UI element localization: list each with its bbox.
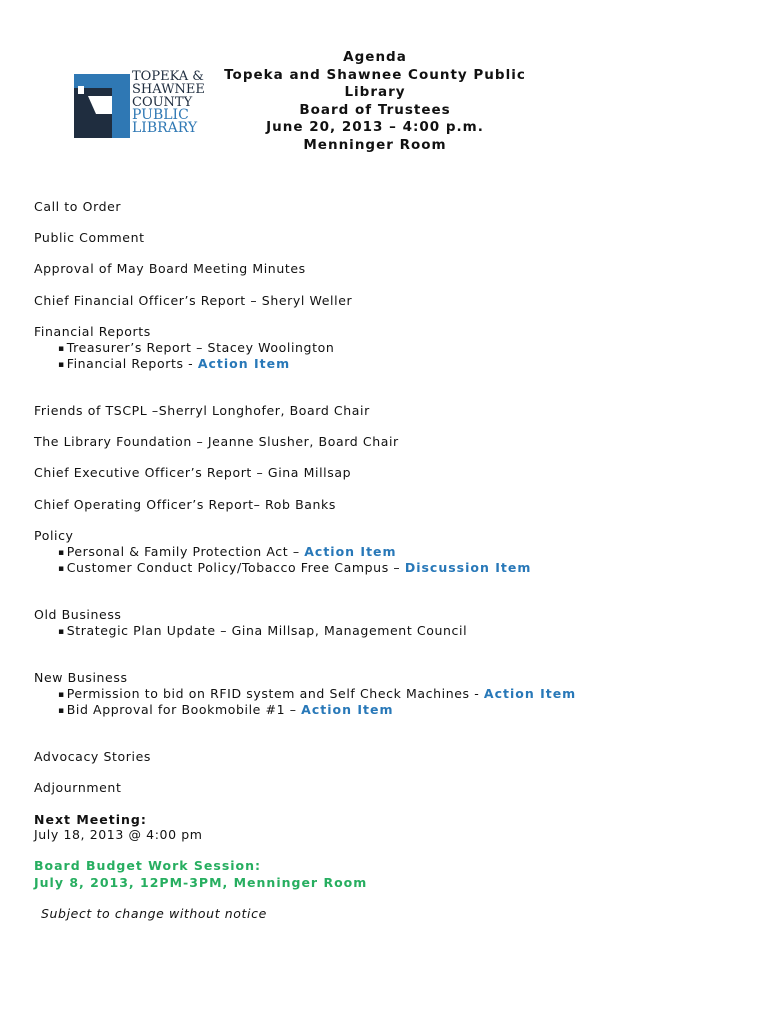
bullet-icon: ▪ [58,706,65,716]
list-item-text: Customer Conduct Policy/Tobacco Free Campus – [66,560,405,575]
library-logo-icon [74,74,130,138]
list-item [58,544,397,559]
logo-line: SHAWNEE [132,82,205,97]
section-policy: Policy [34,528,74,543]
list-item [58,356,290,371]
meeting-room: Menninger Room [303,136,447,153]
section-old-business: Old Business [34,607,122,622]
logo-line: PUBLIC [132,107,189,123]
list-item-text: Bid Approval for Bookmobile #1 – [66,702,302,717]
logo-line: TOPEKA & [132,69,204,84]
next-meeting-date: July 18, 2013 @ 4:00 pm [34,827,203,842]
organization-name: Topeka and Shawnee County Public Library [224,66,526,100]
bullet-icon: ▪ [58,360,65,370]
agenda-item-public-comment: Public Comment [34,230,145,245]
section-financial-reports: Financial Reports [34,324,151,339]
agenda-item-cfo-report: Chief Financial Officer’s Report – Sheryl Weller [34,293,353,308]
agenda-item-advocacy: Advocacy Stories [34,749,151,764]
work-session-label: Board Budget Work Session: [34,858,262,873]
list-item [58,686,576,701]
action-item-tag: Action Item [483,686,577,701]
next-meeting-label: Next Meeting: [34,812,147,827]
bullet-icon: ▪ [58,344,65,354]
logo-line: LIBRARY [132,120,198,136]
list-item-text: Strategic Plan Update – Gina Millsap, Management Council [66,623,468,638]
discussion-item-tag: Discussion Item [404,560,532,575]
agenda-heading [205,49,545,154]
list-item [58,560,531,575]
list-item-text: Financial Reports - [66,356,198,371]
bullet-icon: ▪ [58,690,65,700]
bullet-icon: ▪ [58,627,65,637]
agenda-item-call-to-order: Call to Order [34,199,122,214]
logo-line: COUNTY [132,95,193,110]
action-item-tag: Action Item [301,702,394,717]
agenda-item-coo-report: Chief Operating Officer’s Report– Rob Banks [34,497,336,512]
list-item [58,623,467,638]
agenda-item-ceo-report: Chief Executive Officer’s Report – Gina Millsap [34,465,352,480]
logo-wordmark [132,70,205,135]
bullet-icon: ▪ [58,564,65,574]
agenda-item-adjournment: Adjournment [34,780,122,795]
notice-text: Subject to change without notice [41,906,267,921]
section-new-business: New Business [34,670,128,685]
board-name: Board of Trustees [299,101,451,118]
agenda-item-approval: Approval of May Board Meeting Minutes [34,261,306,276]
agenda-item-foundation: The Library Foundation – Jeanne Slusher, Board Chair [34,434,399,449]
list-item [58,702,393,717]
action-item-tag: Action Item [197,356,291,371]
meeting-date: June 20, 2013 – 4:00 p.m. [266,119,484,135]
bullet-icon: ▪ [58,548,65,558]
list-item [58,340,334,355]
list-item-text: Permission to bid on RFID system and Self Check Machines - [66,686,484,701]
agenda-item-friends: Friends of TSCPL –Sherryl Longhofer, Board Chair [34,403,370,418]
library-logo [74,66,205,140]
action-item-tag: Action Item [304,544,397,559]
work-session-date: July 8, 2013, 12PM-3PM, Menninger Room [34,875,368,890]
list-item-text: Treasurer’s Report – Stacey Woolington [66,340,335,355]
agenda-title: Agenda [343,49,407,65]
list-item-text: Personal & Family Protection Act – [66,544,305,559]
